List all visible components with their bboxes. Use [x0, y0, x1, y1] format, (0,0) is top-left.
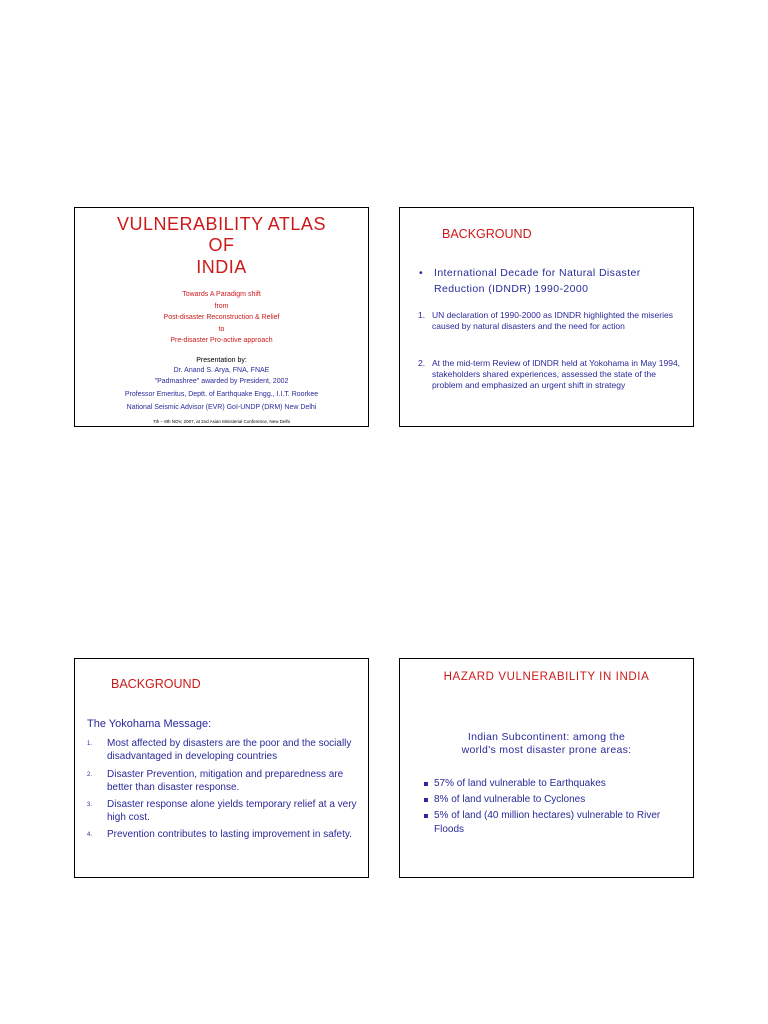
slide1-presenter: Dr. Anand S. Arya, FNA, FNAE: [173, 367, 270, 374]
slide2-bullet-text: International Decade for Natural Disaster Reduction (IDNDR) 1990-2000: [434, 267, 641, 295]
slide1-title-line1: VULNERABILITY ATLAS: [117, 214, 326, 234]
slide1-subtitle-3: Post-disaster Reconstruction & Relief: [163, 314, 280, 321]
slide3-item-text: Most affected by disasters are the poor and the socially disadvantaged in developing countries: [107, 738, 352, 762]
slide4-list-item: [426, 777, 686, 791]
slide1-presentation-by: Presentation by:: [196, 357, 247, 364]
slide3-intro: The Yokohama Message:: [87, 718, 212, 730]
slide4-intro: [400, 731, 693, 757]
slide2-item-text: At the mid-term Review of IDNDR held at Yokohama in May 1994, stakeholders shared experiences, assessed the state of the problem and emphasized an urgent shift in strategy: [432, 358, 681, 390]
slide1-affiliation1: Professor Emeritus, Deptt. of Earthquake Engg., I.I.T. Roorkee: [124, 391, 319, 398]
slide4-list-item: [426, 793, 686, 807]
slide4-intro-line1: Indian Subcontinent: among the: [467, 731, 626, 743]
slide4-heading: HAZARD VULNERABILITY IN INDIA: [443, 671, 650, 683]
slide2-heading: BACKGROUND: [442, 227, 532, 241]
slide2-item-text: UN declaration of 1990-2000 as IDNDR highlighted the miseries caused by natural disasters and the need for action: [432, 310, 673, 331]
slide-background-idndr: [399, 207, 694, 427]
slide2-list-item: [418, 310, 688, 332]
slide3-list-item: [87, 798, 362, 824]
slide4-intro-line2: world's most disaster prone areas:: [461, 744, 632, 756]
slide1-subtitle-5: Pre-disaster Pro-active approach: [170, 337, 273, 344]
slide1-title-line3: INDIA: [196, 257, 247, 277]
slide-title: [74, 207, 369, 427]
slide3-item-number: 1.: [87, 741, 93, 747]
slide1-subtitle-2: from: [214, 303, 229, 310]
slide3-item-text: Disaster Prevention, mitigation and preparedness are better than disaster response.: [107, 769, 344, 793]
slide3-list-item: [87, 737, 362, 763]
slide2-item-number: 2.: [418, 358, 426, 368]
slide3-list-item: [87, 828, 362, 841]
slide4-item-text: 8% of land vulnerable to Cyclones: [434, 794, 586, 805]
slide1-subtitle-4: to: [218, 326, 225, 333]
square-bullet-icon: [424, 814, 428, 818]
slide2-item-number: 1.: [418, 310, 426, 320]
slide-hazard-vulnerability: [399, 658, 694, 878]
slide1-footer: 7th – 8th NOV, 2007, at 2nd Asian Ministerial Conference, New Delhi: [153, 419, 290, 424]
slide1-title-line2: OF: [208, 235, 235, 255]
square-bullet-icon: [424, 798, 428, 802]
slide1-subtitle-1: Towards A Paradigm shift: [182, 291, 261, 298]
slide3-heading: BACKGROUND: [111, 677, 201, 691]
slide-yokohama-message: [74, 658, 369, 878]
slide4-item-text: 57% of land vulnerable to Earthquakes: [434, 778, 606, 789]
square-bullet-icon: [424, 782, 428, 786]
slide3-item-number: 2.: [87, 772, 93, 778]
bullet-dot-icon: •: [419, 267, 424, 279]
slide3-item-number: 4.: [87, 832, 93, 838]
slide3-item-number: 3.: [87, 802, 93, 808]
slide1-award: "Padmashree" awarded by President, 2002: [154, 378, 289, 385]
slide3-item-text: Prevention contributes to lasting improvement in safety.: [107, 829, 352, 840]
slide4-item-text: 5% of land (40 million hectares) vulnerable to River Floods: [434, 810, 661, 835]
slide2-list-item: [418, 358, 688, 391]
slide1-affiliation2: National Seismic Advisor (EVR) GoI-UNDP (DRM) New Delhi: [126, 404, 317, 411]
slide3-item-text: Disaster response alone yields temporary relief at a very high cost.: [107, 799, 357, 823]
slide3-list-item: [87, 768, 362, 794]
slide2-bullet: [419, 265, 689, 297]
slide4-list-item: [426, 809, 686, 837]
